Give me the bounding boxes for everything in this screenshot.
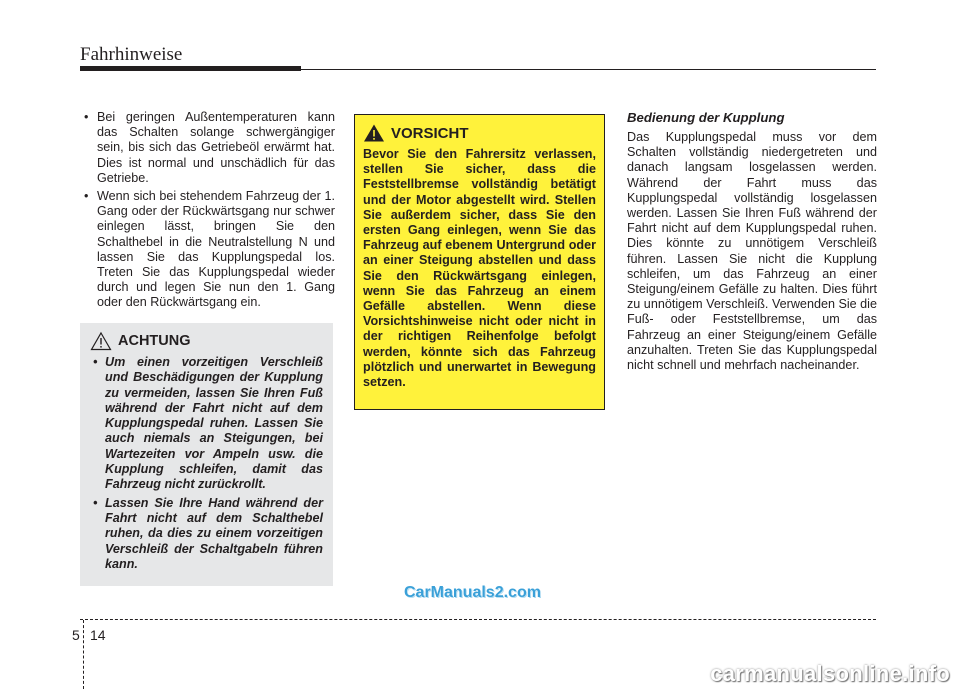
site-watermark: carmanualsonline.info <box>710 661 950 686</box>
achtung-title: ACHTUNG <box>118 333 191 349</box>
achtung-header <box>90 331 323 351</box>
achtung-item-text: Um einen vorzeitigen Verschleiß und Beschädigungen der Kupplung zu vermeiden, lassen Sie Ihren Fuß während der Fahrt nicht auf dem Kupplungspedal ruhen. Lassen Sie auch niemals an Steigungen, bei Wartezeiten vor Ampeln usw. die Kupplung schleifen, damit das Fahrzeug nicht zurückrollt. <box>105 355 323 492</box>
list-item <box>90 355 323 493</box>
bullet-dot: • <box>93 355 98 369</box>
list-item <box>80 110 335 186</box>
vorsicht-caution-box <box>354 114 605 410</box>
list-item <box>80 189 335 311</box>
warning-outline-icon <box>90 331 112 351</box>
header-rule-thin <box>301 69 876 70</box>
vorsicht-text: Bevor Sie den Fahrersitz verlassen, stellen Sie sicher, dass die Feststellbremse vollständig betätigt und der Motor abgestellt wird. Stellen Sie außerdem sicher, dass Sie den ersten Gang einlegen, wenn Sie das Fahrzeug auf ebenem Untergrund oder an einer Steigung abstellen und dass Sie den Rückwärtsgang einlegen, wenn Sie das Fahrzeug an einem Gefälle abstellen. Wenn diese Vorsichtshinweise nicht oder nicht in der richtigen Reihenfolge befolgt werden, könnte sich das Fahrzeug plötzlich und unerwartet in Bewegung setzen. <box>363 147 596 390</box>
footer-rule <box>80 619 876 620</box>
bullet-dot: • <box>93 495 98 510</box>
achtung-item-text: Lassen Sie Ihre Hand während der Fahrt nicht auf dem Schalthebel ruhen, da dies zu einem vorzeitigen Verschleiß der Schaltgabeln führen kann. <box>105 495 323 571</box>
header-rule-thick <box>80 66 301 71</box>
bullet-dot: • <box>84 110 89 124</box>
vorsicht-title: VORSICHT <box>391 124 469 142</box>
watermark-link[interactable]: CarManuals2.com <box>404 584 541 601</box>
right-column <box>627 110 877 373</box>
page-number: 14 <box>90 627 106 643</box>
section-body: Das Kupplungspedal muss vor dem Schalten vollständig niedergetreten und danach langsam losgelassen werden. Während der Fahrt muss das Kupplungspedal vollständig losgelassen werden. Lassen Sie Ihren Fuß während der Fahrt nicht auf dem Kupplungspedal ruhen. Dies könnte zu unnötigem Verschleiß führen. Lassen Sie nicht die Kupplung schleifen, um das Fahrzeug an einer Steigung/einem Gefälle zu halten. Dies führt zu unnötigem Verschleiß. Verwenden Sie die Fuß- oder Feststellbremse, um das Fahrzeug an einer Steigung/einem Gefälle anzuhalten. Treten Sie das Kupplungspedal nicht schnell und mehrfach nacheinander. <box>627 130 877 373</box>
bullet-text: Wenn sich bei stehendem Fahrzeug der 1. Gang oder der Rückwärtsgang nur schwer einlegen lässt, bringen Sie den Schalthebel in die Neutralstellung N und lassen Sie das Kupplungspedal los. Treten Sie das Kupplungspedal wieder durch und legen Sie nun den 1. Gang oder den Rückwärtsgang ein. <box>97 189 335 310</box>
footer-divider <box>83 620 84 689</box>
section-subtitle: Bedienung der Kupplung <box>627 110 785 125</box>
page-header-title: Fahrhinweise <box>80 44 183 65</box>
list-item <box>90 496 323 572</box>
chapter-number: 5 <box>72 627 80 643</box>
achtung-list <box>90 355 323 572</box>
bullet-dot: • <box>84 189 89 204</box>
bullet-text: Bei geringen Außentemperaturen kann das Schalten solange schwergängiger sein, bis sich das Getriebeöl erwärmt hat. Dies ist normal und unschädlich für das Getriebe. <box>97 110 335 185</box>
vorsicht-header <box>363 123 596 143</box>
left-bullet-list <box>80 110 335 314</box>
warning-filled-icon <box>363 123 385 143</box>
achtung-notice-box <box>80 323 333 586</box>
